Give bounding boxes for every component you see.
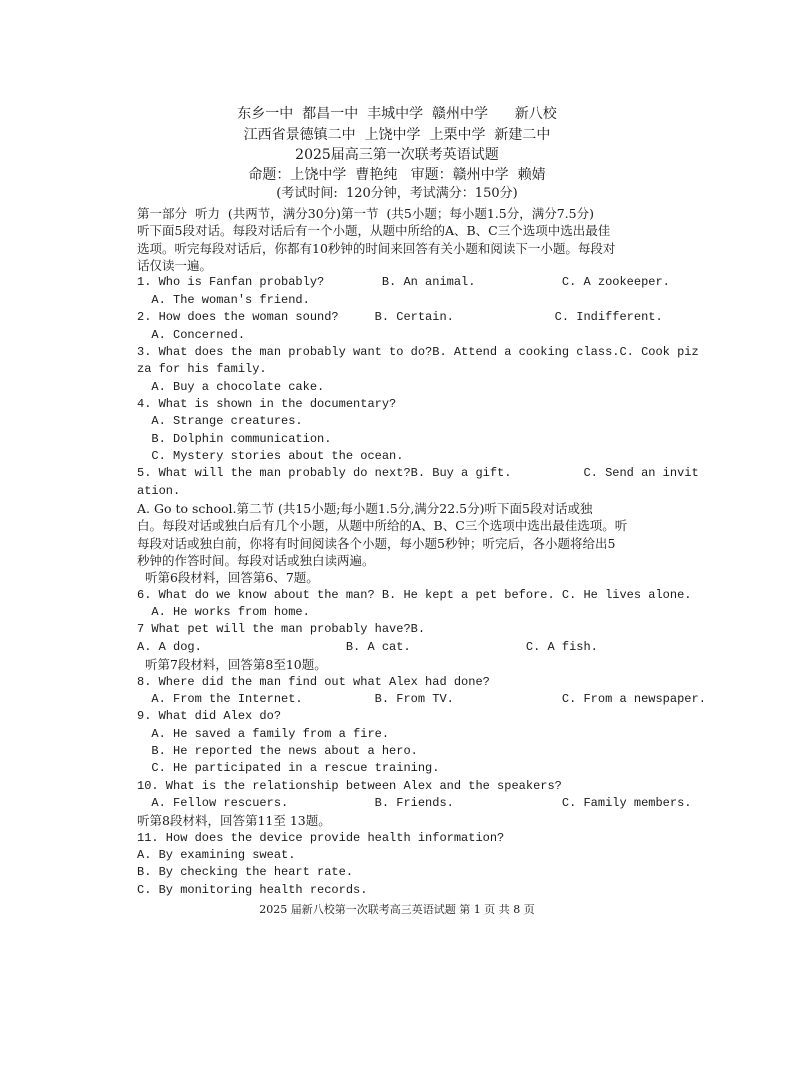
text-line: 7 What pet will the man probably have?B. <box>137 622 426 637</box>
text-line: A. Go to school.第二节 (共15小题;每小题1.5分,满分22.5分)听下面5段对话或独 <box>137 501 593 516</box>
text-line: za for his family. <box>137 362 267 377</box>
text-line: 每段对话或独白前，你将有时间阅读各个小题，每小题5秒钟；听完后，各小题将给出5 <box>137 535 616 551</box>
text-line: A. The woman's friend. <box>137 292 310 307</box>
text-line: C. Mystery stories about the ocean. <box>137 448 404 463</box>
text-line: 10. What is the relationship between Alex and the speakers? <box>137 778 562 793</box>
text-line: 4. What is shown in the documentary? <box>137 396 397 411</box>
text-line: 白。每段对话或独白后有几个小题，从题中所给的A、B、C三个选项中选出最佳选项。听 <box>137 518 628 534</box>
text-line: A. He saved a family from a fire. <box>137 726 390 741</box>
text-line: 5. What will the man probably do next?B. Buy a gift. C. Send an invit <box>137 466 699 481</box>
text-line: 选项。听完每段对话后，你都有10秒钟的时间来回答有关小题和阅读下一小题。每段对 <box>137 240 616 256</box>
text-line: B. By checking the heart rate. <box>137 865 354 880</box>
text-line: 6. What do we know about the man? B. He kept a pet before. C. He lives alone. <box>137 587 692 602</box>
text-line: B. Dolphin communication. <box>137 431 332 446</box>
text-line: 第一部分 听力 (共两节，满分30分)第一节 (共5小题；每小题1.5分，满分7.5分) <box>137 206 594 221</box>
text-line: A. Fellow rescuers. B. Friends. C. Family members. <box>137 795 692 810</box>
authors-line: 命题：上饶中学 曹艳纯 审题：赣州中学 赖婧 <box>248 167 546 183</box>
text-line: A. Buy a chocolate cake. <box>137 379 325 394</box>
text-line: A. He works from home. <box>137 605 310 619</box>
time-score-line: (考试时间: 120分钟，考试满分：150分) <box>276 186 518 201</box>
text-line: C. By monitoring health records. <box>137 882 368 897</box>
text-line: 秒钟的作答时间。每段对话或独白读两遍。 <box>137 553 375 568</box>
text-line: 听第7段材料，回答第8至10题。 <box>137 657 327 673</box>
exam-title: 2025届高三第一次联考英语试题 <box>295 147 499 163</box>
text-line: 听第8段材料，回答第11至 13题。 <box>137 813 331 829</box>
text-line: ation. <box>137 483 181 498</box>
text-line: A. Strange creatures. <box>137 414 303 429</box>
text-line: 话仅读一遍。 <box>137 258 213 274</box>
text-line: 3. What does the man probably want to do?B. Attend a cooking class.C. Cook piz <box>137 344 699 359</box>
text-line: 11. How does the device provide health information? <box>137 830 505 845</box>
text-line: 2. How does the woman sound? B. Certain. C. Indifferent. <box>137 310 663 325</box>
schools-line-2: 江西省景德镇二中 上饶中学 上栗中学 新建二中 <box>243 127 551 143</box>
text-line: A. A dog. B. A cat. C. A fish. <box>137 639 598 654</box>
text-line: B. He reported the news about a hero. <box>137 743 418 758</box>
text-line: 听下面5段对话。每段对话后有一个小题，从题中所给的A、B、C三个选项中选出最佳 <box>137 223 611 239</box>
text-line: A. Concerned. <box>137 327 246 342</box>
text-line: C. He participated in a rescue training. <box>137 761 440 776</box>
text-line: 1. Who is Fanfan probably? B. An animal. C. A zookeeper. <box>137 275 670 290</box>
text-line: 听第6段材料，回答第6、7题。 <box>137 570 319 586</box>
text-line: 9. What did Alex do? <box>137 709 282 724</box>
text-line: A. From the Internet. B. From TV. C. From a newspaper. <box>137 691 706 706</box>
schools-line-1: 东乡一中 都昌一中 丰城中学 赣州中学 新八校 <box>237 106 557 122</box>
text-line: 8. Where did the man find out what Alex had done? <box>137 674 490 689</box>
page-footer: 2025 届新八校第一次联考高三英语试题 第 1 页 共 8 页 <box>259 903 535 916</box>
text-line: A. By examining sweat. <box>137 848 296 862</box>
